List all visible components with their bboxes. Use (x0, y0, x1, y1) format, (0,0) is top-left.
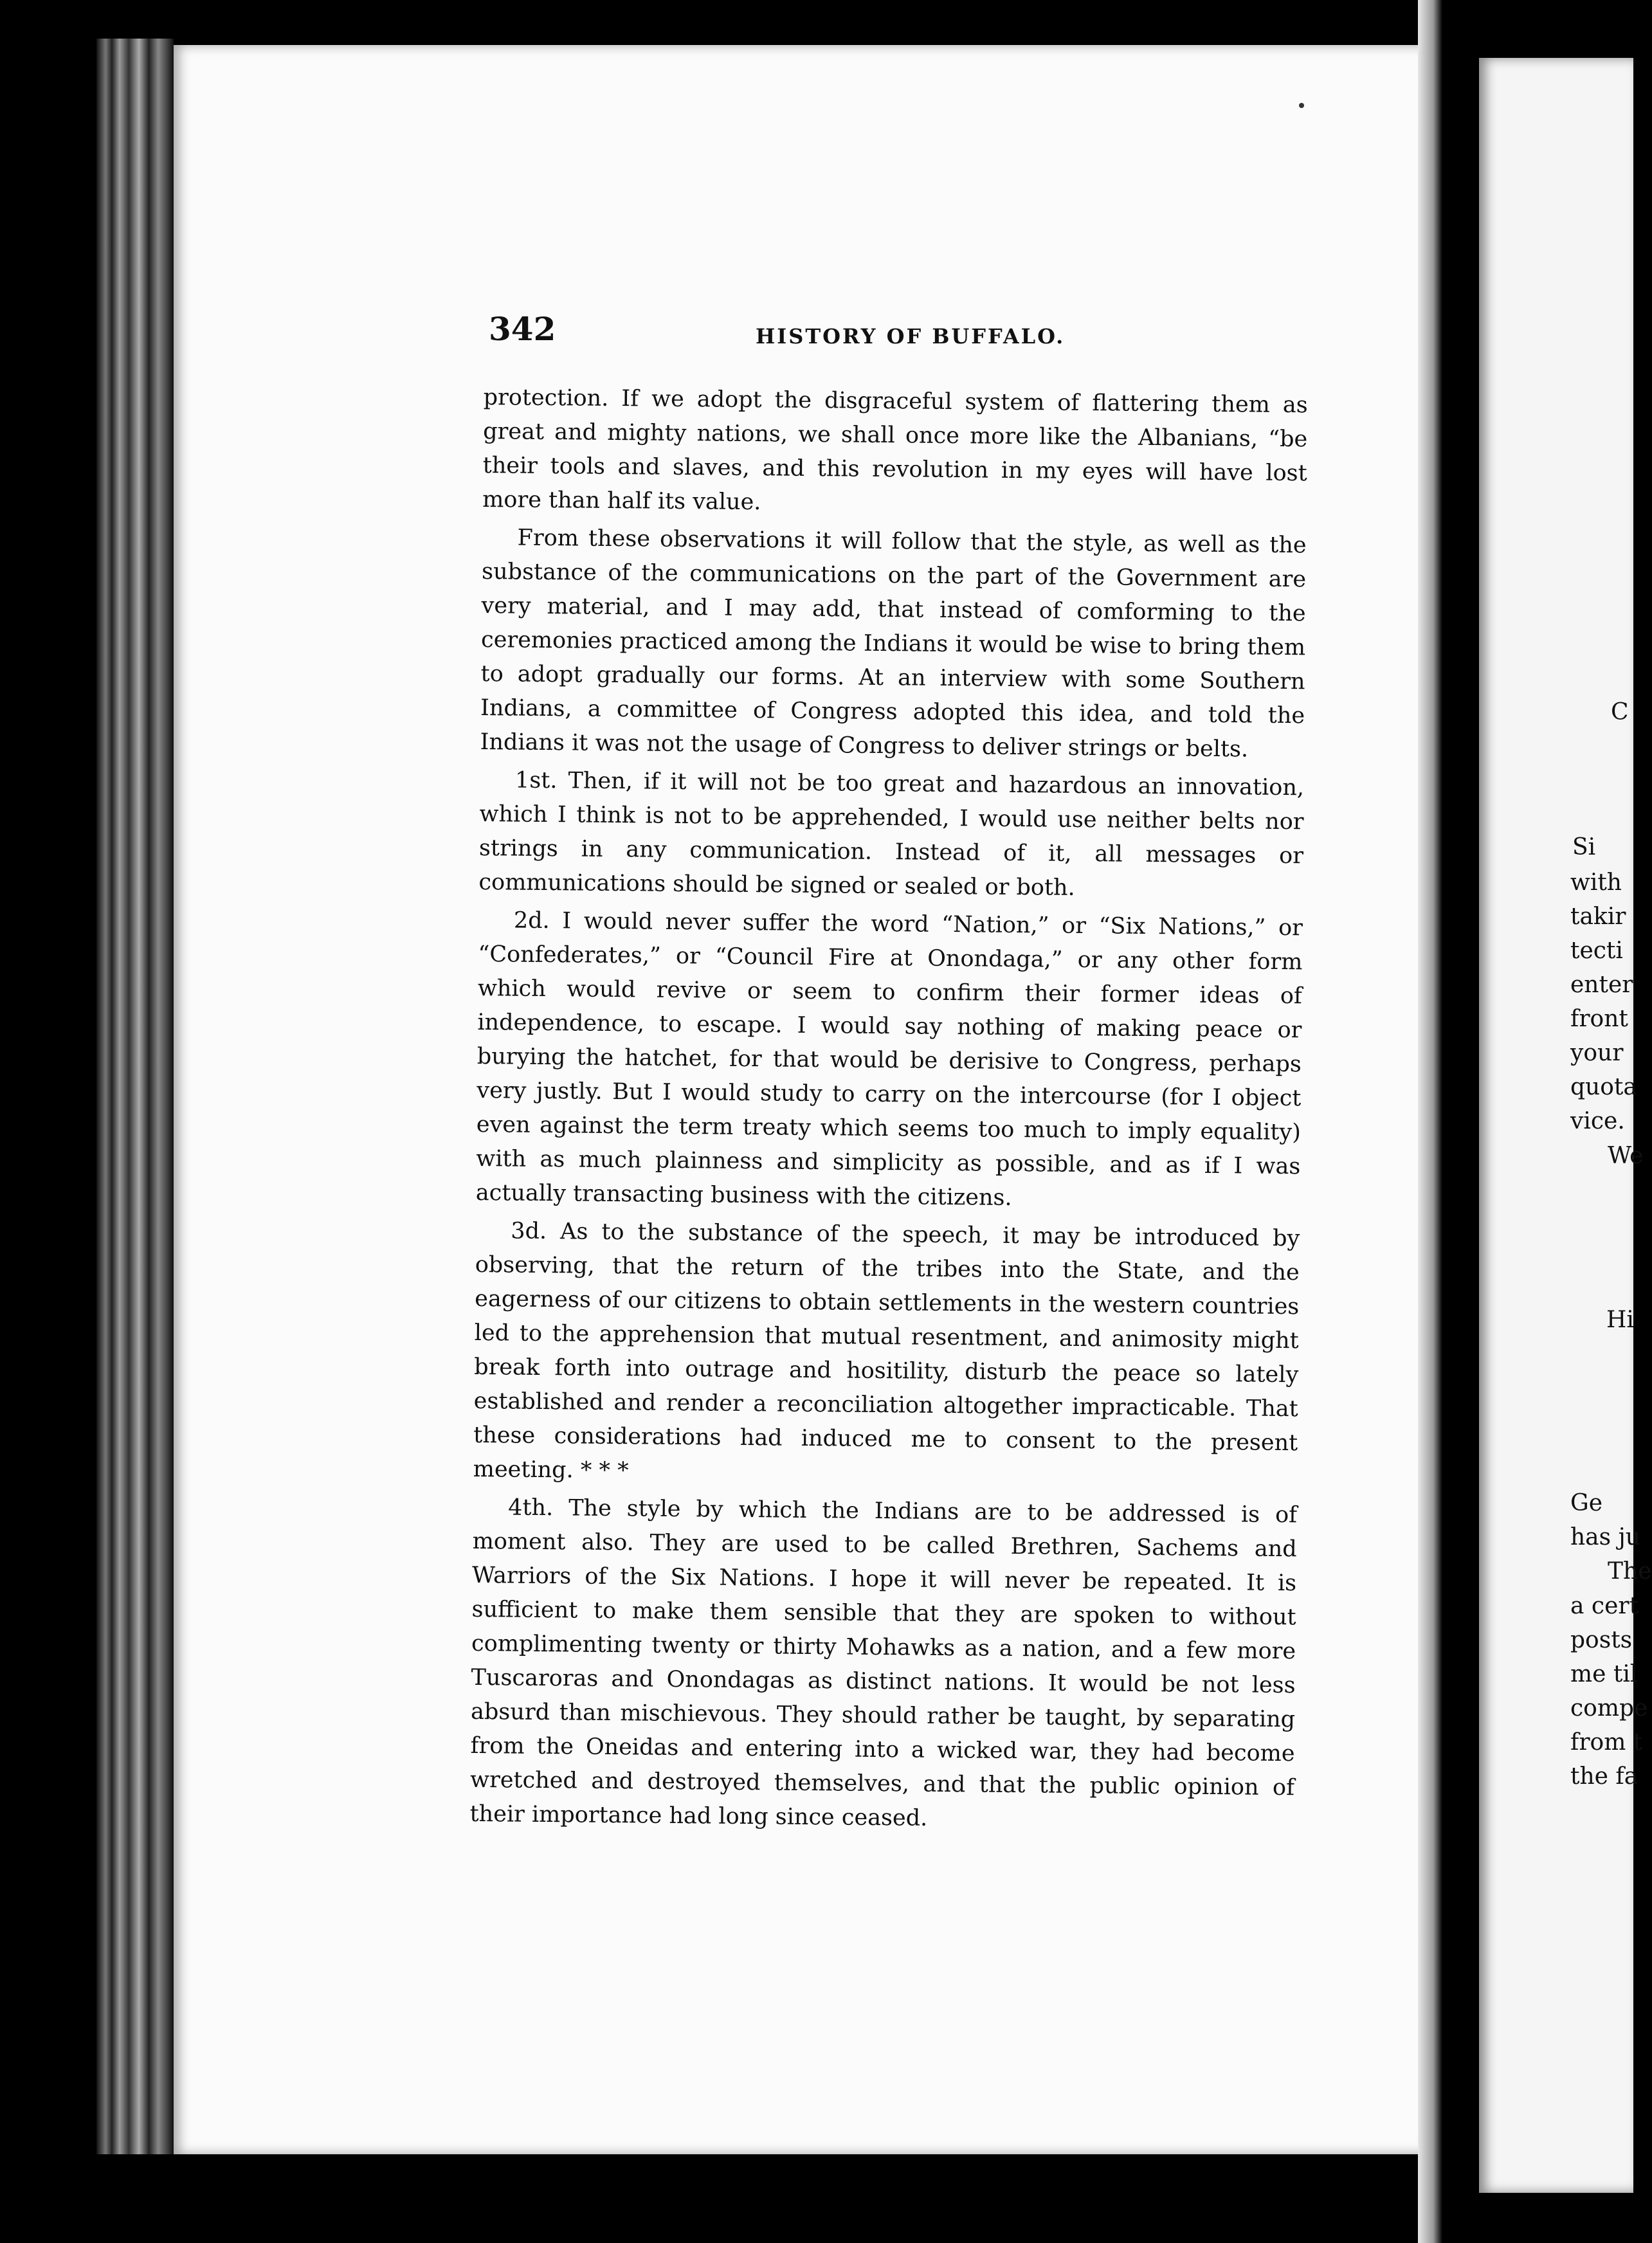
right-page-fragment: the fa (1570, 1763, 1638, 1790)
right-page-fragment: your (1570, 1040, 1624, 1066)
right-page-fragment: me til (1570, 1661, 1638, 1687)
right-page-fragment: quota (1570, 1074, 1637, 1100)
right-page-fragment: tecti (1570, 938, 1623, 964)
right-page-fragment: C (1611, 699, 1629, 725)
book-page-edges (96, 39, 174, 2154)
scan-speck (1299, 103, 1304, 108)
paragraph-observations: From these observations it will follow that the style, as well as the substance of the communications on the part of the Government are very material, and I may add, that instead of comforming to the ceremonies practiced among the Indians it would be wise to bring them to adopt gradually our forms. At an interview with some Southern Indians, a committee of Congress adopted this idea, and told the Indians it was not the usage of Congress to deliver strings or belts. (480, 525, 1307, 763)
right-page-fragment: We (1608, 1143, 1644, 1169)
right-page-fragment: takir (1570, 904, 1626, 930)
page-number: 342 (489, 310, 556, 348)
paragraph-protection: protection. If we adopt the disgraceful system of flattering them as great and mighty nations, we shall once more like the Albanians, “be their tools and slaves, and this revolution in my eyes will have lost more than half its value. (482, 384, 1308, 516)
right-page-fragment: has ju (1570, 1524, 1640, 1550)
paragraph-second: 2d. I would never suffer the word “Nation,” or “Six Nations,” or “Confederates,” or “Council Fire at Onondaga,” or any other form which would revive or seem to confirm their former ideas of independence, to escape. I would say nothing of making peace or burying the hatchet, for that would be derisive to Congress, perhaps very justly. But I would study to carry on the intercourse (for I object even against the term treaty which seems too much to imply equality) with as much plainness and simplicity as possible, and as if I was actually transacting business with the citizens. (475, 907, 1303, 1211)
paragraph-first: 1st. Then, if it will not be too great and hazardous an innovation, which I think is not to be apprehended, I would use neither belts nor strings in any communication. Instead of it, all messages or communications should be signed or sealed or both. (478, 767, 1305, 901)
right-page-fragment: Si (1572, 834, 1596, 860)
right-page-cropped (1479, 58, 1652, 2193)
book-gutter (1418, 0, 1479, 2243)
paragraph-fourth: 4th. The style by which the Indians are to be addressed is of moment also. They are used to be called Brethren, Sachems and Warriors of the Six Nations. I hope it will never be repeated. It is sufficient to make them sensible that they are spoken to without complimenting twenty or thirty Mohawks as a nation, and a few more Tuscaroras and Onondagas as distinct nations. It would be not less absurd than mischievous. They should rather be taught, by separating from the Oneidas and entering into a wicked war, they had become wretched and destroyed themselves, and that the public opinion of their importance had long since ceased. (469, 1494, 1298, 1831)
running-title: HISTORY OF BUFFALO. (756, 324, 1066, 349)
paragraph-third: 3d. As to the substance of the speech, it may be introduced by observing, that the return of the tribes into the State, and the eagerness of our citizens to obtain settlements in the western countries led to the apprehension that mutual resentment, and animosity might break forth into outrage and hositility, disturb the peace so lately established and render a reconciliation altogether impracticable. That these considerations had induced me to consent to the present meeting. * * * (473, 1218, 1300, 1484)
right-page-fragment: enter (1570, 972, 1633, 998)
right-page-fragment: vice. (1570, 1108, 1625, 1134)
right-page-fragment: front (1570, 1006, 1628, 1032)
right-page-fragment: Hi (1606, 1307, 1634, 1333)
right-page-fragment: Ge (1570, 1490, 1603, 1516)
right-page-fragment: with (1570, 869, 1622, 896)
body-text (469, 381, 1308, 1839)
right-page-fragment: compe (1570, 1695, 1648, 1721)
right-page-fragment: a cert (1570, 1593, 1639, 1619)
right-page-fragment: posts (1570, 1627, 1633, 1653)
page-header (489, 310, 1305, 355)
right-page-fragment: The (1608, 1558, 1652, 1585)
right-page-fragment: from t (1570, 1729, 1643, 1756)
